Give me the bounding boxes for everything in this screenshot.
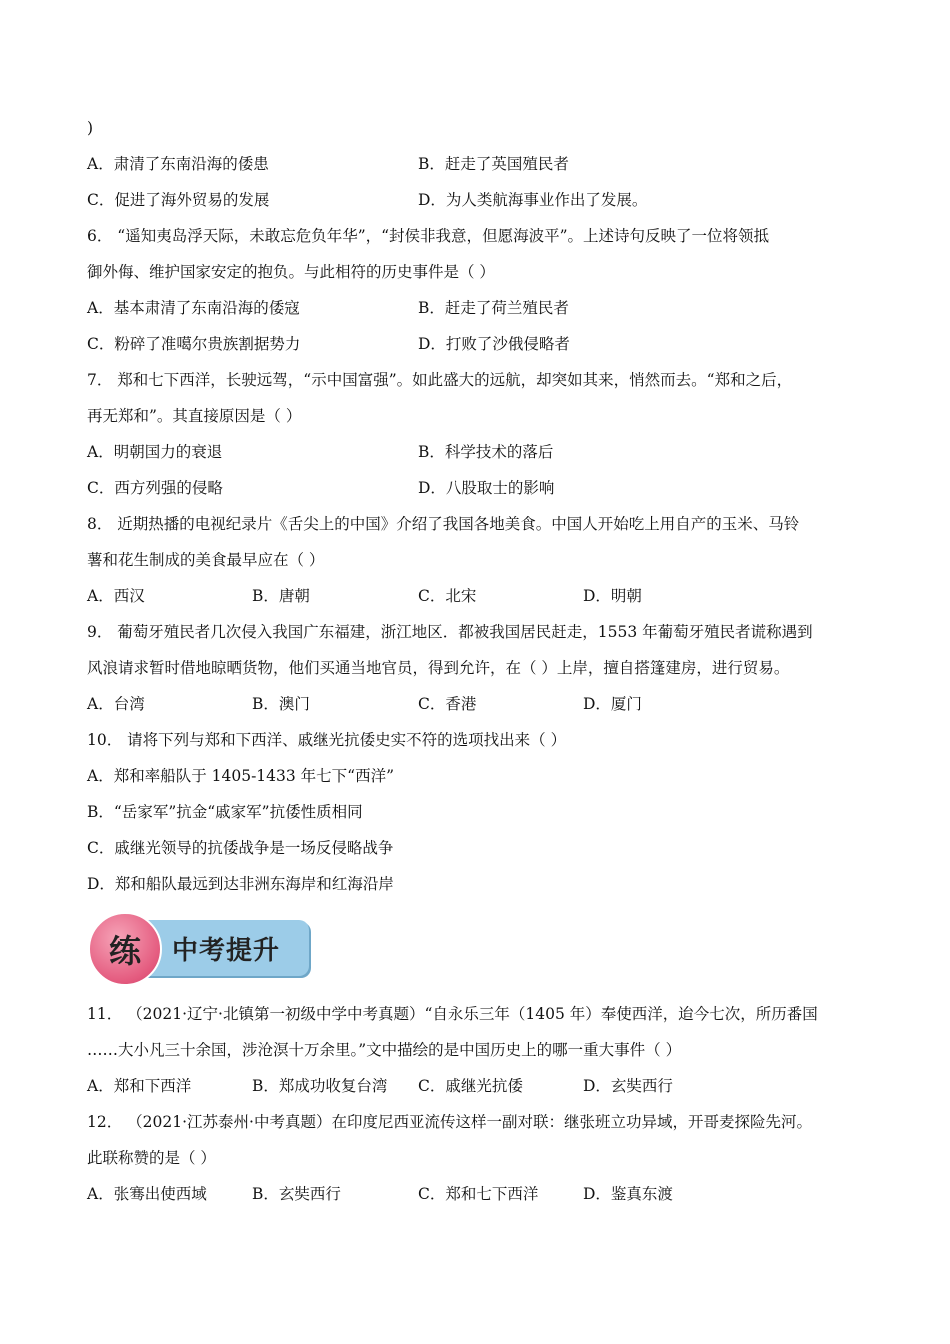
q12-option-a[interactable]: A．张骞出使西域 xyxy=(87,1185,207,1203)
banner-title: 中考提升 xyxy=(172,936,281,966)
q12-options xyxy=(87,1184,867,1204)
q10-option-c[interactable]: C．戚继光领导的抗倭战争是一场反侵略战争 xyxy=(87,839,394,857)
q9-option-c[interactable]: C．香港 xyxy=(418,695,477,713)
q6-options-row1 xyxy=(87,298,867,318)
q7-options-row2 xyxy=(87,478,867,498)
q12-option-b[interactable]: B．玄奘西行 xyxy=(252,1185,341,1203)
q9-stem-line1: 9． 葡萄牙殖民者几次侵入我国广东福建，浙江地区．都被我国居民赶走，1553 年葡萄牙殖民者谎称遇到 xyxy=(87,623,813,641)
section-banner xyxy=(88,912,313,984)
q9-option-d[interactable]: D．厦门 xyxy=(583,695,642,713)
q5-option-a[interactable]: A．肃清了东南沿海的倭患 xyxy=(87,155,269,173)
q10-option-d[interactable]: D．郑和船队最远到达非洲东海岸和红海沿岸 xyxy=(87,875,394,893)
q9-option-a[interactable]: A．台湾 xyxy=(87,695,145,713)
q8-option-a[interactable]: A．西汉 xyxy=(87,587,145,605)
q10-option-a[interactable]: A．郑和率船队于 1405-1433 年七下“西洋” xyxy=(87,767,395,785)
q7-option-a[interactable]: A．明朝国力的衰退 xyxy=(87,443,223,461)
q12-stem-line1: 12． （2021·江苏泰州·中考真题）在印度尼西亚流传这样一副对联：继张班立功异域，开哥麦探险先河。 xyxy=(87,1113,812,1131)
q9-stem-line2: 风浪请求暂时借地晾晒货物，他们买通当地官员，得到允许，在（ ）上岸，擅自搭篷建房，进行贸易。 xyxy=(87,659,790,677)
q5-options-row1 xyxy=(87,154,867,174)
q11-stem-line2: ……大小凡三十余国，涉沧溟十万余里。”文中描绘的是中国历史上的哪一重大事件（ ） xyxy=(87,1041,682,1059)
q7-stem-line1: 7． 郑和七下西洋，长驶远驾，“示中国富强”。如此盛大的远航，却突如其来，悄然而去。“郑和之后， xyxy=(87,371,793,389)
q8-options xyxy=(87,586,867,606)
q9-options xyxy=(87,694,867,714)
q12-stem-line2: 此联称赞的是（ ） xyxy=(87,1149,216,1167)
q6-option-d[interactable]: D．打败了沙俄侵略者 xyxy=(418,335,570,353)
q5-options-row2 xyxy=(87,190,867,210)
q5-option-c[interactable]: C．促进了海外贸易的发展 xyxy=(87,191,270,209)
q5-option-b[interactable]: B．赶走了英国殖民者 xyxy=(418,155,569,173)
q8-option-d[interactable]: D．明朝 xyxy=(583,587,642,605)
q6-stem-line2: 御外侮、维护国家安定的抱负。与此相符的历史事件是（ ） xyxy=(87,263,495,281)
q11-option-b[interactable]: B．郑成功收复台湾 xyxy=(252,1077,388,1095)
q7-options-row1 xyxy=(87,442,867,462)
q8-stem-line2: 薯和花生制成的美食最早应在（ ） xyxy=(87,551,325,569)
q11-stem-line1: 11． （2021·辽宁·北镇第一初级中学中考真题）“自永乐三年（1405 年）奉使西洋，迨今七次，所历番国 xyxy=(87,1005,818,1023)
q11-option-c[interactable]: C．戚继光抗倭 xyxy=(418,1077,523,1095)
q12-option-c[interactable]: C．郑和七下西洋 xyxy=(418,1185,539,1203)
q9-option-b[interactable]: B．澳门 xyxy=(252,695,310,713)
q5-option-d[interactable]: D．为人类航海事业作出了发展。 xyxy=(418,191,648,209)
q12-option-d[interactable]: D．鉴真东渡 xyxy=(583,1185,673,1203)
banner-badge: 练 xyxy=(88,912,162,986)
q10-option-b[interactable]: B．“岳家军”抗金“戚家军”抗倭性质相同 xyxy=(87,803,363,821)
q11-option-a[interactable]: A．郑和下西洋 xyxy=(87,1077,192,1095)
q7-option-b[interactable]: B．科学技术的落后 xyxy=(418,443,554,461)
q11-options xyxy=(87,1076,867,1096)
q5-tail: ) xyxy=(87,119,94,137)
q6-stem-line1: 6． “遥知夷岛浮天际，未敢忘危负年华”，“封侯非我意，但愿海波平”。上述诗句反映了一位将领抵 xyxy=(87,227,769,245)
q10-stem: 10． 请将下列与郑和下西洋、戚继光抗倭史实不符的选项找出来（ ） xyxy=(87,731,567,749)
q7-option-c[interactable]: C．西方列强的侵略 xyxy=(87,479,223,497)
q6-option-b[interactable]: B．赶走了荷兰殖民者 xyxy=(418,299,569,317)
q8-stem-line1: 8． 近期热播的电视纪录片《舌尖上的中国》介绍了我国各地美食。中国人开始吃上用自产的玉米、马铃 xyxy=(87,515,800,533)
q8-option-c[interactable]: C．北宋 xyxy=(418,587,477,605)
q7-stem-line2: 再无郑和”。其直接原因是（ ） xyxy=(87,407,302,425)
q8-option-b[interactable]: B．唐朝 xyxy=(252,587,310,605)
q7-option-d[interactable]: D．八股取士的影响 xyxy=(418,479,555,497)
q6-option-a[interactable]: A．基本肃清了东南沿海的倭寇 xyxy=(87,299,300,317)
q6-option-c[interactable]: C．粉碎了准噶尔贵族割据势力 xyxy=(87,335,301,353)
q11-option-d[interactable]: D．玄奘西行 xyxy=(583,1077,673,1095)
q6-options-row2 xyxy=(87,334,867,354)
